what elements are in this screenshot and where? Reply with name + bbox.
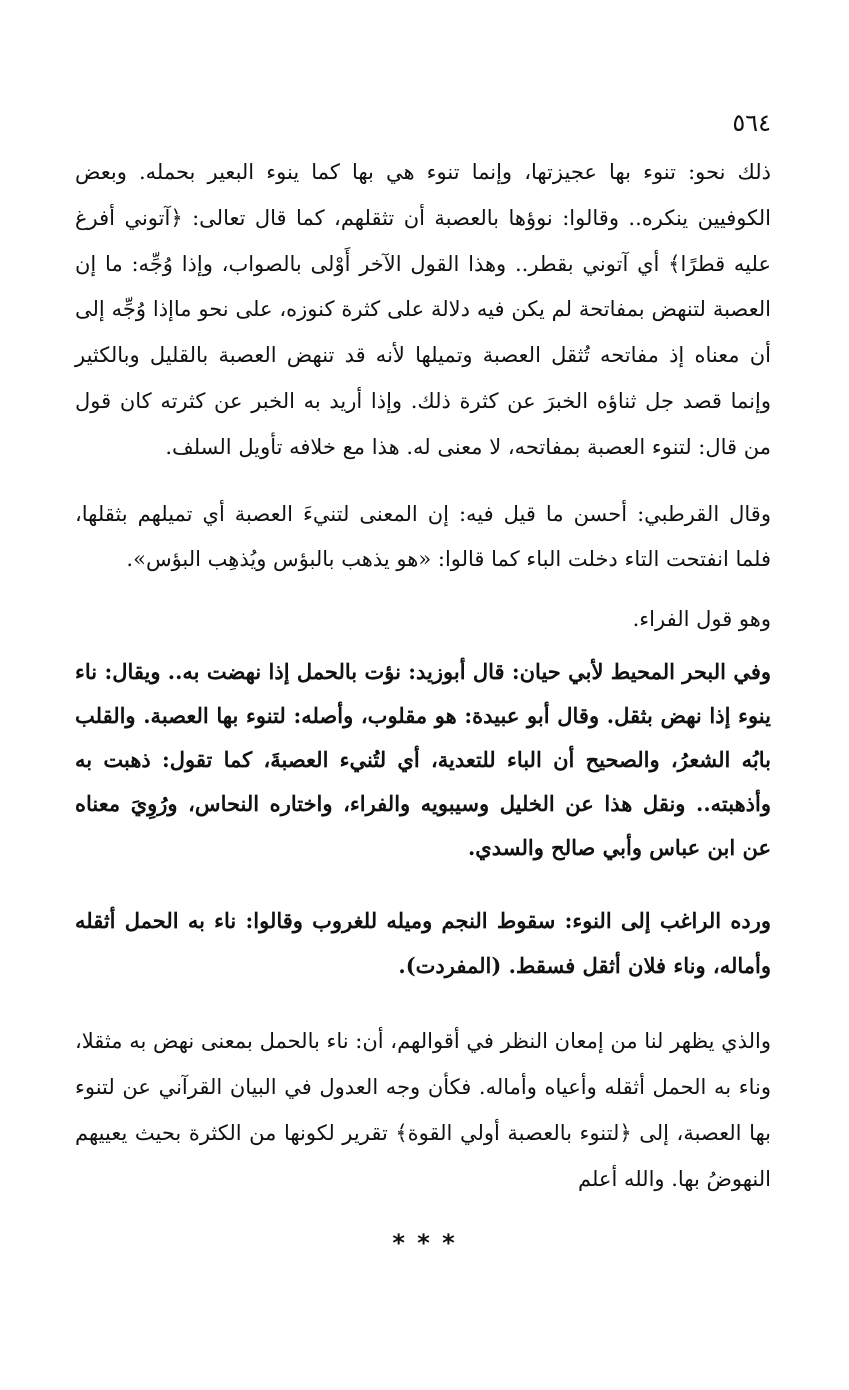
page-number: ٥٦٤ (732, 109, 771, 137)
paragraph-text: وقال القرطبي: أحسن ما قيل فيه: إن المعنى لتنيءَ العصبة أي تميلهم بثقلها، فلما انفتحت التاء دخلت الباء كما قالوا: «هو يذهب بالبؤس ويُذهِب البؤس». (75, 502, 771, 571)
paragraph-tabari (75, 150, 771, 471)
paragraph-text: والذي يظهر لنا من إمعان النظر في أقوالهم، أن: ناء بالحمل بمعنى نهض به مثقلا، وناء به الحمل أثقله وأعياه وأماله. فكأن وجه العدول في البيان القرآني عن لتنوء بها العصبة، إلى ﴿لتنوء بالعصبة أولي القوة﴾ تقرير لكونها من الكثرة بحيث يعييهم النهوضُ بها. والله أعلم (75, 1029, 771, 1191)
paragraph-text: ورده الراغب إلى النوء: سقوط النجم وميله للغروب وقالوا: ناء به الحمل أثقله وأماله، وناء فلان أثقل فسقط. (المفردت). (75, 908, 771, 978)
paragraph-farra (75, 597, 771, 642)
paragraph-text: وهو قول الفراء. (632, 607, 771, 631)
paragraph-text: وفي البحر المحيط لأبي حيان: قال أبوزيد: نؤت بالحمل إذا نهضت به.. ويقال: ناء ينوء إذا نهض بثقل. وقال أبو عبيدة: هو مقلوب، وأصله: لتنوء بها العصبة. والقلب بابُه الشعرُ، والصحيح أن الباء للتعدية، أي لتُنيء العصبةَ، كما تقول: ذهبت به وأذهبته.. ونقل هذا عن الخليل وسيبويه والفراء، واختاره النحاس، ورُوِيَ معناه عن ابن عباس وأبي صالح والسدي. (75, 659, 771, 860)
section-separator: * * * (392, 1229, 457, 1257)
paragraph-raghib (75, 898, 771, 988)
paragraph-bahr-muhit (75, 650, 771, 870)
paragraph-conclusion (75, 1018, 771, 1202)
paragraph-qurtubi (75, 492, 771, 582)
paragraph-text: ذلك نحو: تنوء بها عجيزتها، وإنما تنوء هي بها كما ينوء البعير بحمله. وبعض الكوفيين ينكره.. وقالوا: نوؤها بالعصبة أن تثقلهم، كما قال تعالى: ﴿آتوني أفرغ عليه قطرًا﴾ أي آتوني بقطر.. وهذا القول الآخر أَوْلى بالصواب، وإذا وُجِّه: ما إن العصبة لتنهض بمفاتحة لم يكن فيه دلالة على كثرة كنوزه، على نحو ماإذا وُجِّه إلى أن معناه إذ مفاتحه تُثقل العصبة وتميلها لأنه قد تنهض العصبة بالقليل وبالكثير وإنما قصد جل ثناؤه الخبرَ عن كثرة ذلك. وإذا أريد به الخبر عن كثرته كان قول من قال: لتنوء العصبة بمفاتحه، لا معنى له. هذا مع خلافه تأويل السلف. (75, 160, 771, 459)
